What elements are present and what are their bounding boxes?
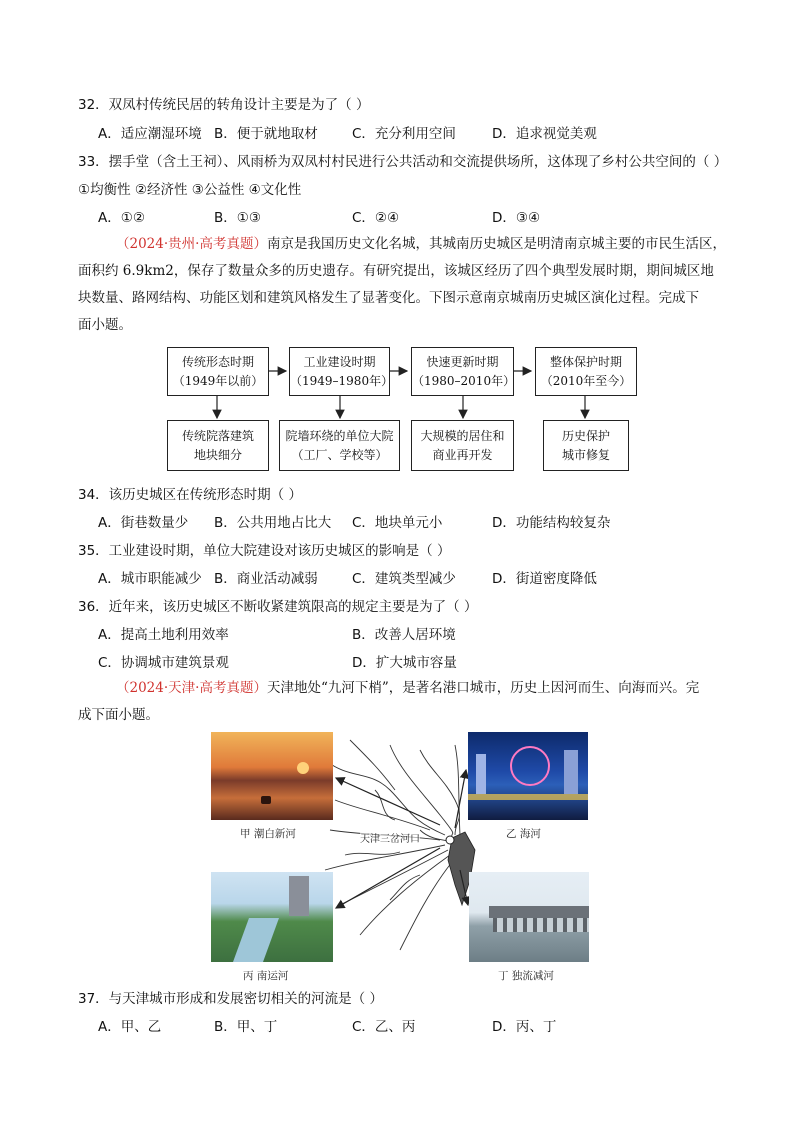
q36-option-a[interactable]: A．提高土地利用效率	[98, 627, 229, 643]
photo-jia-sunset-river	[211, 732, 333, 820]
q36-stem: 36．近年来，该历史城区不断收紧建筑限高的规定主要是为了（ ）	[78, 599, 478, 615]
q33-option-c[interactable]: C．②④	[352, 210, 400, 226]
caption-jia: 甲 潮白新河	[240, 828, 296, 840]
q33-option-a[interactable]: A．①②	[98, 210, 145, 226]
q32-option-a[interactable]: A．适应潮湿环境	[98, 126, 202, 142]
q33-option-d[interactable]: D．③④	[492, 210, 541, 226]
passage-text: 天津地处“九河下梢”，是著名港口城市，历史上因河而生、向海而兴。完	[266, 680, 700, 696]
photo-ding-sluice-bridge	[469, 872, 589, 962]
period-name: 快速更新时期	[426, 354, 499, 369]
q32-stem: 32．双凤村传统民居的转角设计主要是为了（ ）	[78, 97, 370, 113]
canal-water	[233, 918, 279, 962]
feature-text: 大规模的居住和	[420, 428, 505, 443]
photo-bing-canal	[211, 872, 333, 962]
feature-text: （工厂、学校等）	[291, 447, 388, 462]
feature-text: 院墙环绕的单位大院	[285, 428, 394, 443]
bridge-deck	[489, 906, 589, 918]
q35-stem: 35．工业建设时期，单位大院建设对该历史城区的影响是（ ）	[78, 543, 451, 559]
q33-option-b[interactable]: B．①③	[214, 210, 261, 226]
q37-option-a[interactable]: A．甲、乙	[98, 1019, 162, 1035]
q34-stem: 34．该历史城区在传统形态时期（ ）	[78, 487, 302, 503]
q37-option-b[interactable]: B．甲、丁	[214, 1019, 278, 1035]
q36-option-d[interactable]: D．扩大城市容量	[352, 655, 457, 671]
q33-items: ①均衡性 ②经济性 ③公益性 ④文化性	[78, 182, 302, 198]
q32-option-d[interactable]: D．追求视觉美观	[492, 126, 597, 142]
sun-icon	[297, 762, 309, 774]
q33-stem: 33．摆手堂（含土王祠）、风雨桥为双凤村村民进行公共活动和交流提供场所，这体现了乡村公共空间的（ ）	[78, 154, 728, 170]
map-center-label: 天津三岔河口	[360, 830, 420, 845]
passage-text: 成下面小题。	[78, 707, 159, 723]
period-name: 传统形态时期	[181, 354, 254, 369]
bridge-lights	[468, 794, 588, 800]
caption-yi: 乙 海河	[506, 828, 541, 840]
period-name: 工业建设时期	[303, 354, 376, 369]
q37-stem: 37．与天津城市形成和发展密切相关的河流是（ ）	[78, 991, 383, 1007]
building-icon	[476, 754, 486, 794]
building-icon	[564, 750, 578, 794]
q32-option-c[interactable]: C．充分利用空间	[352, 126, 456, 142]
building-icon	[289, 876, 309, 916]
period-name: 整体保护时期	[549, 354, 622, 369]
q34-option-d[interactable]: D．功能结构较复杂	[492, 515, 611, 531]
q35-option-d[interactable]: D．街道密度降低	[492, 571, 597, 587]
period-years: （1949年以前）	[172, 373, 264, 388]
period-years: （1980–2010年）	[412, 373, 516, 388]
period-years: （2010年至今）	[540, 373, 632, 388]
q35-option-a[interactable]: A．城市职能减少	[98, 571, 202, 587]
q32-option-b[interactable]: B．便于就地取材	[214, 126, 318, 142]
feature-text: 地块细分	[193, 447, 242, 462]
q34-option-c[interactable]: C．地块单元小	[352, 515, 443, 531]
q35-option-b[interactable]: B．商业活动减弱	[214, 571, 318, 587]
feature-text: 城市修复	[561, 447, 610, 462]
passage-text: 面积约 6.9km2，保存了数量众多的历史遗存。有研究提出，该城区经历了四个典型发展时期，期间城区地	[78, 263, 714, 279]
passage-source: （2024·贵州·高考真题）	[116, 236, 267, 252]
feature-text: 历史保护	[561, 428, 610, 443]
passage-text: 块数量、路网结构、功能区划和建筑风格发生了显著变化。下图示意南京城南历史城区演化过程。完成下	[78, 290, 699, 306]
q36-option-b[interactable]: B．改善人居环境	[352, 627, 456, 643]
ferris-wheel-icon	[510, 746, 550, 786]
photo-yi-ferris-wheel	[468, 732, 588, 820]
passage-text: 面小题。	[78, 317, 132, 333]
q36-option-c[interactable]: C．协调城市建筑景观	[98, 655, 229, 671]
period-years: （1949–1980年）	[290, 373, 394, 388]
passage-text: 南京是我国历史文化名城，其城南历史城区是明清南京城主要的市民生活区，	[266, 236, 726, 252]
bridge-piers	[493, 918, 589, 932]
caption-ding: 丁 独流减河	[498, 970, 554, 982]
boat-icon	[261, 796, 271, 804]
feature-text: 传统院落建筑	[181, 428, 254, 443]
q37-option-d[interactable]: D．丙、丁	[492, 1019, 557, 1035]
passage-source: （2024·天津·高考真题）	[116, 680, 267, 696]
q37-option-c[interactable]: C．乙、丙	[352, 1019, 416, 1035]
q34-option-a[interactable]: A．街巷数量少	[98, 515, 189, 531]
caption-bing: 丙 南运河	[243, 970, 289, 982]
feature-text: 商业再开发	[432, 447, 493, 462]
q35-option-c[interactable]: C．建筑类型减少	[352, 571, 456, 587]
q34-option-b[interactable]: B．公共用地占比大	[214, 515, 332, 531]
